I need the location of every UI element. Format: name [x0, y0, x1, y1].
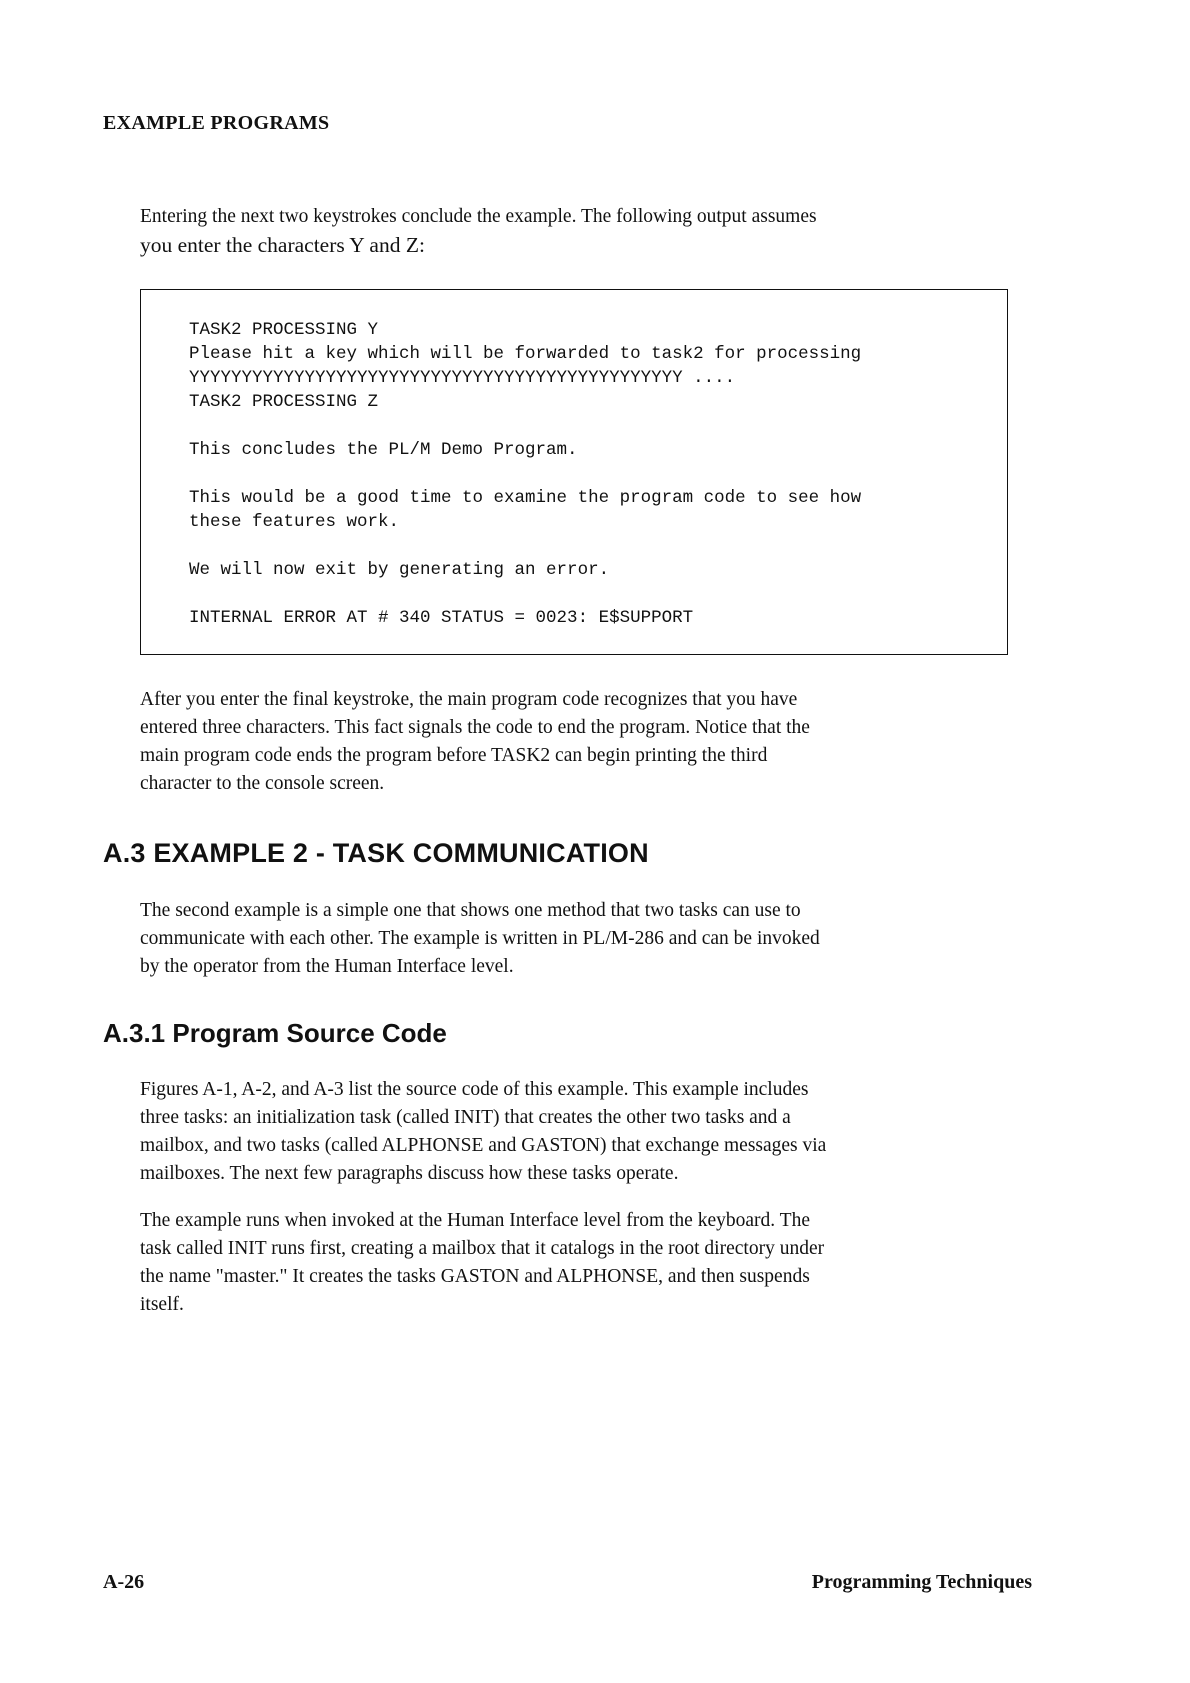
intro-line: Entering the next two keystrokes conclude the example. The following output assumes	[140, 206, 817, 227]
paragraph-line: task called INIT runs first, creating a mailbox that it catalogs in the root directory under	[140, 1238, 825, 1259]
paragraph-line: character to the console screen.	[140, 773, 385, 794]
running-header-title: EXAMPLE PROGRAMS	[103, 112, 330, 134]
after-console-paragraph	[140, 686, 1000, 798]
paragraph-line: by the operator from the Human Interface level.	[140, 956, 514, 977]
section-heading-a3: A.3 EXAMPLE 2 - TASK COMMUNICATION	[103, 838, 649, 868]
console-output	[189, 318, 861, 630]
intro-paragraph	[140, 203, 1000, 259]
console-line: This concludes the PL/M Demo Program.	[189, 440, 578, 460]
console-line: YYYYYYYYYYYYYYYYYYYYYYYYYYYYYYYYYYYYYYYYYYYYYYY ....	[189, 368, 736, 388]
console-line: This would be a good time to examine the program code to see how	[189, 488, 862, 508]
paragraph-line: entered three characters. This fact signals the code to end the program. Notice that the	[140, 717, 810, 738]
paragraph-line: three tasks: an initialization task (called INIT) that creates the other two tasks and a	[140, 1107, 791, 1128]
section-a3-paragraph	[140, 897, 1000, 981]
paragraph-line: itself.	[140, 1294, 184, 1315]
section-a31-paragraph-2	[140, 1207, 1000, 1319]
console-line: TASK2 PROCESSING Y	[189, 320, 379, 340]
intro-line: you enter the characters Y and Z:	[140, 233, 425, 257]
section-heading-a31: A.3.1 Program Source Code	[103, 1018, 447, 1048]
section-a31-paragraph-1	[140, 1076, 1000, 1188]
console-line: Please hit a key which will be forwarded to task2 for processing	[189, 344, 862, 364]
book-title: Programming Techniques	[811, 1571, 1032, 1593]
console-line: INTERNAL ERROR AT # 340 STATUS = 0023: E$SUPPORT	[189, 608, 694, 628]
console-output-box	[140, 289, 1008, 655]
paragraph-line: mailboxes. The next few paragraphs discuss how these tasks operate.	[140, 1163, 679, 1184]
console-line: We will now exit by generating an error.	[189, 560, 610, 580]
paragraph-line: Figures A-1, A-2, and A-3 list the source code of this example. This example includes	[140, 1079, 809, 1100]
paragraph-line: The example runs when invoked at the Human Interface level from the keyboard. The	[140, 1210, 810, 1231]
paragraph-line: After you enter the final keystroke, the main program code recognizes that you have	[140, 689, 798, 710]
paragraph-line: main program code ends the program before TASK2 can begin printing the third	[140, 745, 768, 766]
paragraph-line: the name "master." It creates the tasks GASTON and ALPHONSE, and then suspends	[140, 1266, 810, 1287]
paragraph-line: The second example is a simple one that shows one method that two tasks can use to	[140, 900, 801, 921]
paragraph-line: communicate with each other. The example is written in PL/M-286 and can be invoked	[140, 928, 820, 949]
page-number: A-26	[103, 1571, 145, 1593]
paragraph-line: mailbox, and two tasks (called ALPHONSE and GASTON) that exchange messages via	[140, 1135, 827, 1156]
console-line: these features work.	[189, 512, 400, 532]
console-line: TASK2 PROCESSING Z	[189, 392, 379, 412]
